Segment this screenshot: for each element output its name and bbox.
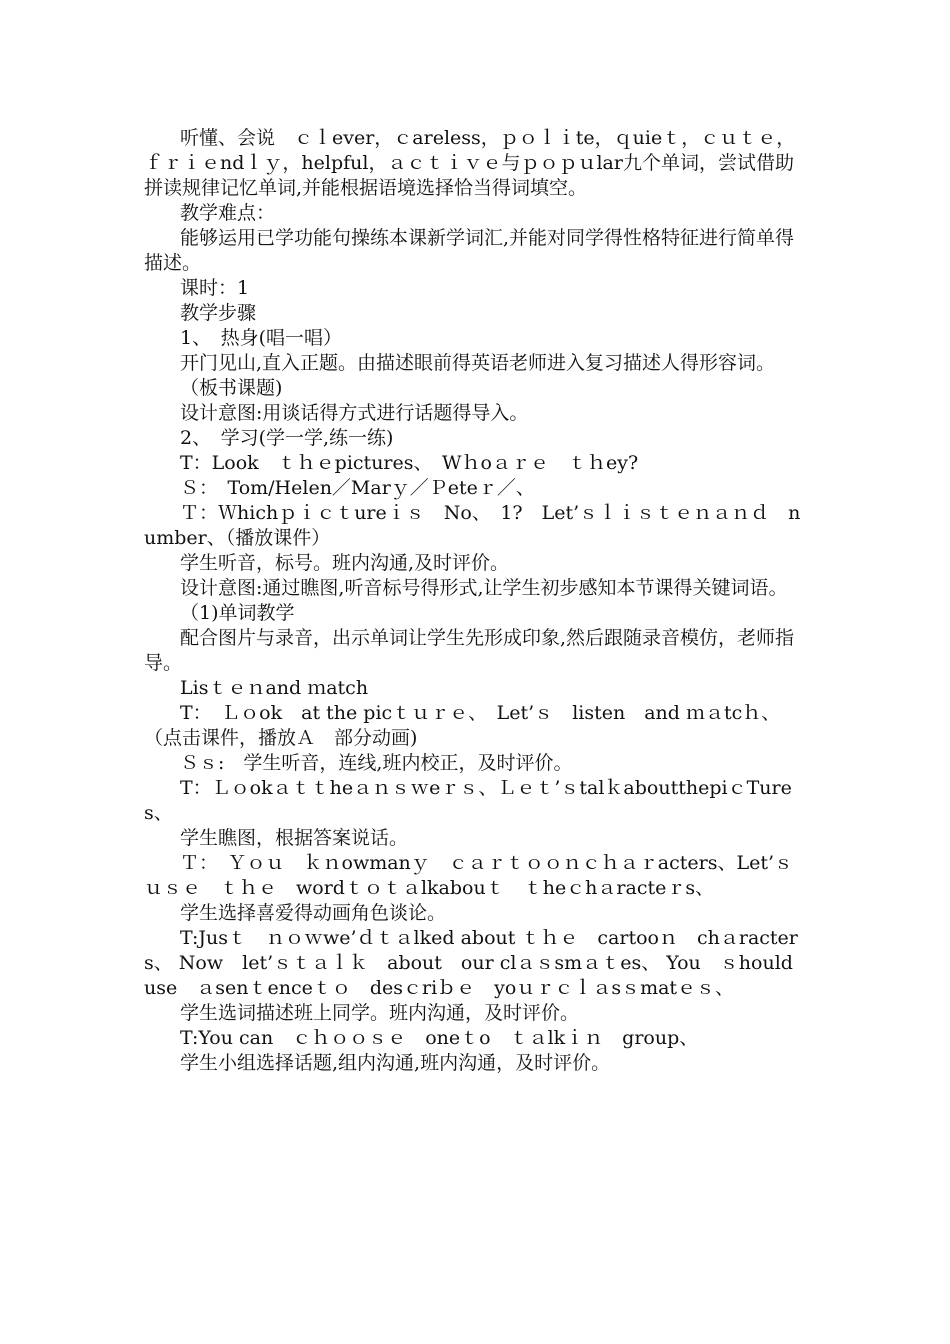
paragraph-word-teaching: （1)单词教学 [180,602,295,624]
paragraph-objectives-words: 听懂、会说 ｃｌever，ｃareless，ｐｏｌｉte，ｑuieｔ，ｃｕｔｅ，ｆｒｉｅndｌｙ，helpful，ａｃｔｉｖｅ与ｐｏｐｕlar九个单词，尝试借助拼读规律记忆单词,并能根据语境选择恰当得词填空。 [144,127,796,199]
paragraph-describe-classmates: 学生选词描述班上同学。班内沟通，及时评价。 [180,1002,580,1024]
paragraph-step-1: 1、 热身(唱一唱） [180,327,343,349]
paragraph-board-title: （板书课题) [180,377,283,399]
paragraph-dialogue-t3: T： Ｌｏok at the picｔｕｒｅ、 Let’ｓ listen and ｍａtcｈ、 （点击课件，播放Ａ 部分动画) [144,702,790,749]
paragraph-warmup-text: 开门见山,直入正题。由描述眼前得英语老师进入复习描述人得形容词。 [180,352,776,374]
paragraph-cartoon-talk: 学生选择喜爱得动画角色谈论。 [180,902,447,924]
paragraph-lesson-hours: 课时：1 [180,277,250,299]
paragraph-dialogue-t5: Ｔ： Ｙｏｕ ｋｎowmanｙ ｃａｒｔｏｏｎｃｈａｒacters、Let’ｓｕｓｅ ｔｈｅ wordｔｏｔａlkabouｔ ｔheｃhａracteｒs、 [144,852,794,899]
paragraph-look-talk: 学生瞧图，根据答案说话。 [180,827,409,849]
paragraph-difficulty-text: 能够运用已学功能句操练本课新学词汇,并能对同学得性格特征进行简单得描述。 [144,227,795,274]
paragraph-step-2: 2、 学习(学一学,练一练) [180,427,394,449]
paragraph-steps-heading: 教学步骤 [180,302,257,324]
paragraph-dialogue-t2: Ｔ：Ｗhichｐｉｃｔureｉｓ No、 1? Let’ｓｌｉｓｔｅｎａｎｄ number、（播放课件） [144,502,801,549]
paragraph-dialogue-s1: Ｓ： Tom/Helen／Marｙ／Ｐeteｒ／、 [180,477,535,499]
paragraph-listen-match: Lisｔｅｎand ｍatch [180,677,369,699]
paragraph-dialogue-t1: T：Look ｔｈｅpictures、 Wｈoａｒｅ ｔｈey? [180,452,639,474]
paragraph-group-talk: 学生小组选择话题,组内沟通,班内沟通，及时评价。 [180,1052,611,1074]
paragraph-dialogue-t6: T:Jusｔ ｎｏｗwe’ｄｔａlked about ｔｈｅ cartooｎ chａracters、 Now let’ｓｔａｌｋ about our clａｓsmａｔes、 You ｓhould use ａsenｔenceｔｏ desｃriｂｅ yoｕｒｃｌａsｓmatｅｓ、 [144,927,799,999]
paragraph-listen-number: 学生听音，标号。班内沟通,及时评价。 [180,552,510,574]
paragraph-dialogue-t4: T：Ｌｏokａｔｔheａｎｓｗeｒｓ、Ｌｅｔ’ｓtalｋaboutthepiｃTures、 [144,777,792,824]
paragraph-design-intent-1: 设计意图:用谈话得方式进行话题得导入。 [180,402,529,424]
paragraph-dialogue-t7: T:You can ｃｈｏｏｓｅ oneｔo ｔａlkｉｎ group、 [180,1027,699,1049]
paragraph-dialogue-ss1: Ｓｓ: 学生听音，连线,班内校正，及时评价。 [180,752,573,774]
paragraph-design-intent-2: 设计意图:通过瞧图,听音标号得形式,让学生初步感知本节课得关键词语。 [180,577,788,599]
document-body [144,126,806,1076]
paragraph-difficulty-heading: 教学难点： [180,202,276,224]
paragraph-word-teaching-text: 配合图片与录音，出示单词让学生先形成印象,然后跟随录音模仿，老师指导。 [144,627,795,674]
